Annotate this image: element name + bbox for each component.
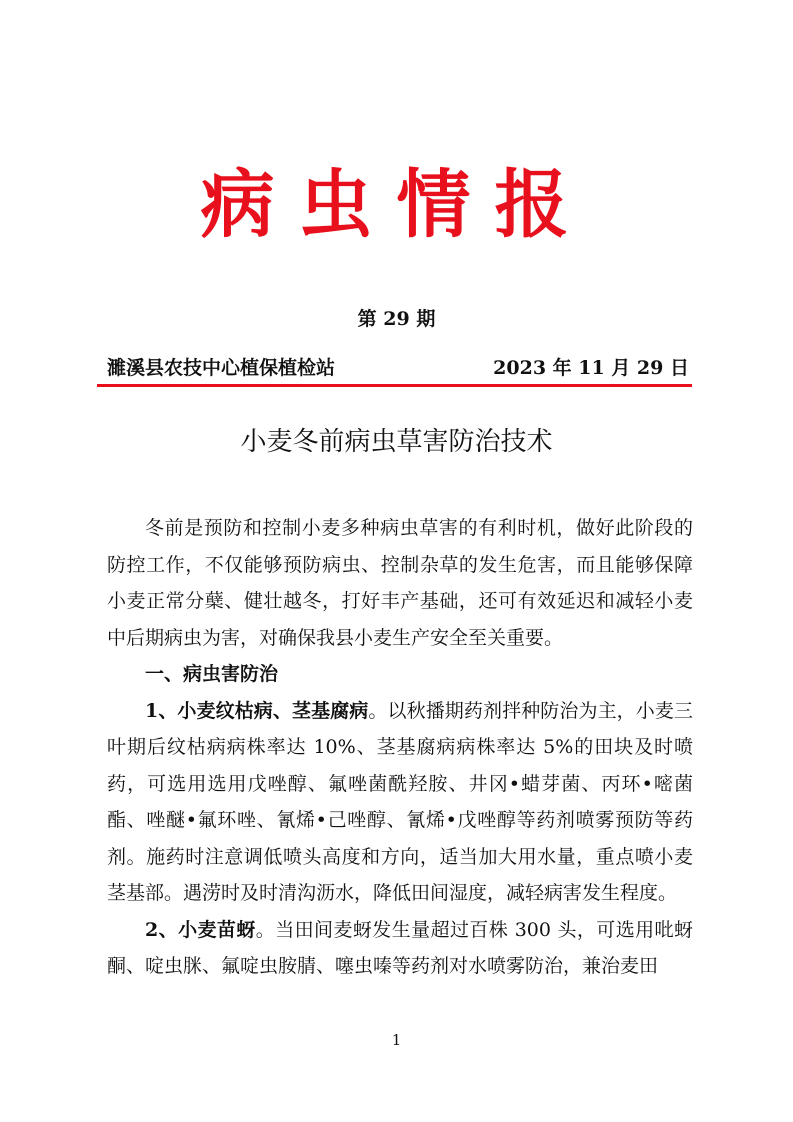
item-title-2: 2、小麦苗蚜: [145, 918, 256, 941]
article-title: 小麦冬前病虫草害防治技术: [240, 427, 553, 457]
item-paragraph-2: [107, 912, 693, 985]
issue-number: 第 29 期: [357, 308, 436, 330]
organization-name: 濉溪县农技中心植保植检站: [107, 357, 336, 379]
section-heading: 一、病虫害防治: [145, 663, 279, 685]
page-number: 1: [391, 1031, 402, 1049]
header-divider: [97, 384, 692, 387]
header-info-line: [107, 354, 689, 382]
item-paragraph-1: [107, 693, 693, 912]
issue-date: 2023 年 11 月 29 日: [493, 357, 689, 379]
item-text-1: 。以秋播期药剂拌种防治为主，小麦三叶期后纹枯病病株率达 10%、茎基腐病病株率达 5%的田块及时喷药，可选用选用戊唑醇、氟唑菌酰羟胺、井冈•蜡芽菌、丙环•嘧菌酯、唑醚•氟环唑、氰烯•己唑醇、氰烯•戊唑醇等药剂喷雾预防等药剂。施药时注意调低喷头高度和方向，适当加大用水量，重点喷小麦茎基部。遇涝时及时清沟沥水，降低田间湿度，减轻病害发生程度。: [107, 699, 693, 904]
intro-paragraph: 冬前是预防和控制小麦多种病虫草害的有利时机，做好此阶段的防控工作，不仅能够预防病虫、控制杂草的发生危害，而且能够保障小麦正常分蘖、健壮越冬，打好丰产基础，还可有效延迟和减轻小麦中后期病虫为害，对确保我县小麦生产安全至关重要。: [107, 517, 693, 649]
masthead-title: 病虫情报: [200, 162, 593, 248]
item-text-2: 。当田间麦蚜发生量超过百株 300 头，可选用吡蚜酮、啶虫脒、氟啶虫胺腈、噻虫嗪等药剂对水喷雾防治，兼治麦田: [107, 918, 693, 977]
article-body: [107, 510, 693, 985]
item-title-1: 1、小麦纹枯病、茎基腐病: [145, 699, 369, 722]
